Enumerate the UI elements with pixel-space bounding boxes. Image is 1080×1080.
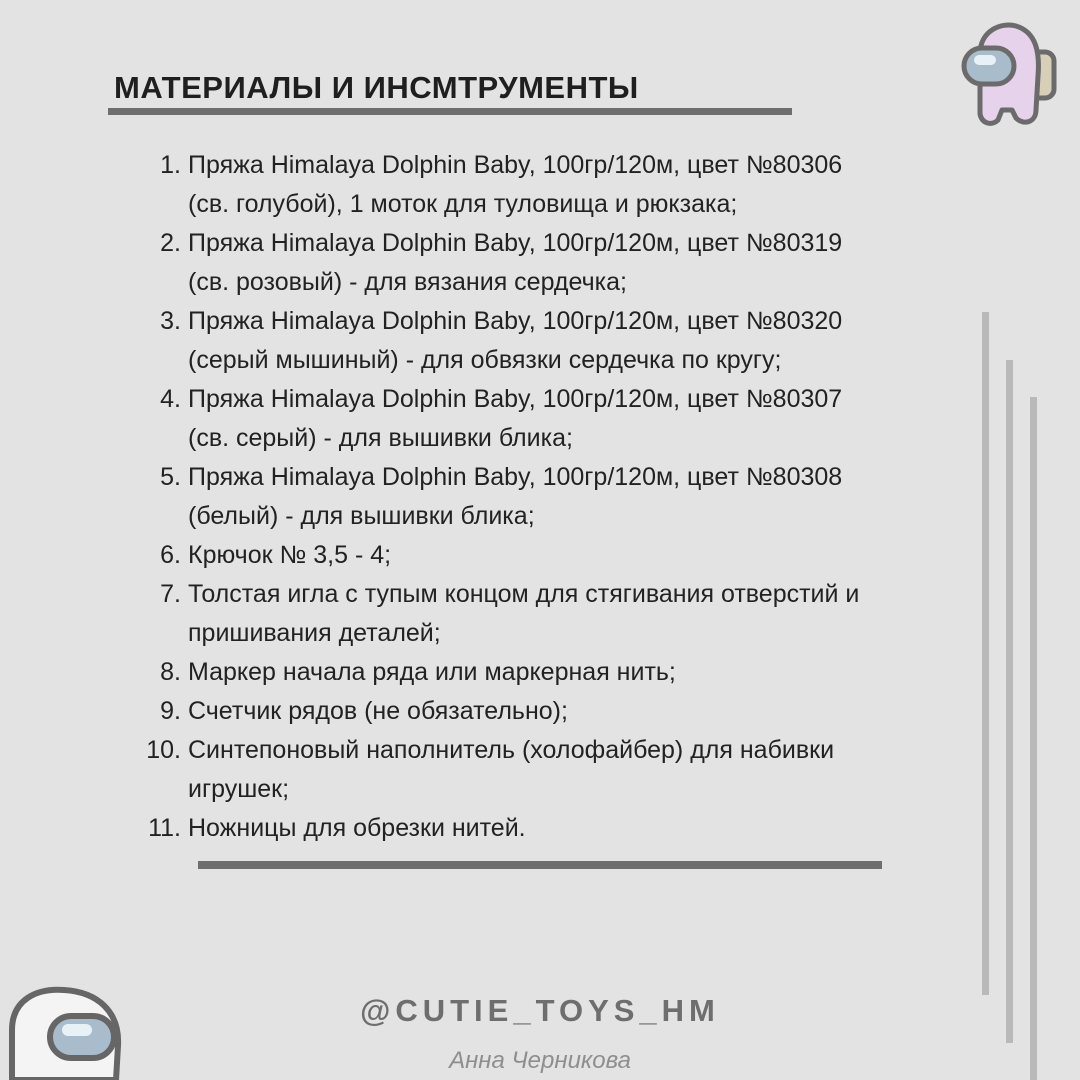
page-title: МАТЕРИАЛЫ И ИНСМТРУМЕНТЫ [114, 70, 639, 105]
list-item-number: 10. [146, 736, 181, 764]
list-item [146, 575, 926, 653]
list-item-text: Пряжа Himalaya Dolphin Baby, 100гр/120м, цвет №80319 [188, 229, 843, 257]
list-item-text: Пряжа Himalaya Dolphin Baby, 100гр/120м, цвет №80307 [188, 385, 843, 413]
list-item-number: 7. [160, 580, 181, 608]
list-item [146, 536, 926, 575]
list-item-text: Маркер начала ряда или маркерная нить; [188, 658, 676, 686]
list-item-text: Ножницы для обрезки нитей. [188, 814, 526, 842]
list-item-text: пришивания деталей; [188, 619, 441, 647]
list-item-text: (белый) - для вышивки блика; [188, 502, 535, 530]
list-item-number: 11. [148, 814, 181, 842]
list-item-text: Пряжа Himalaya Dolphin Baby, 100гр/120м, цвет №80320 [188, 307, 843, 335]
list-item-text: (серый мышиный) - для обвязки сердечка по кругу; [188, 346, 782, 374]
list-item [146, 302, 926, 380]
crewmate-mascot-icon [0, 986, 130, 1080]
list-item [146, 458, 926, 536]
list-item-text: Пряжа Himalaya Dolphin Baby, 100гр/120м, цвет №80306 [188, 151, 843, 179]
list-item-text: Толстая игла с тупым концом для стягивания отверстий и [188, 580, 860, 608]
list-item [146, 653, 926, 692]
list-item-number: 2. [160, 229, 181, 257]
list-item [146, 809, 926, 848]
author-name: Анна Черникова [449, 1047, 631, 1074]
list-item-number: 4. [160, 385, 181, 413]
title-underline [108, 108, 792, 115]
list-item [146, 224, 926, 302]
decorative-line-2 [1006, 360, 1013, 1043]
list-item-number: 8. [160, 658, 181, 686]
list-item-number: 5. [160, 463, 181, 491]
list-item-number: 9. [160, 697, 181, 725]
materials-list [146, 146, 926, 848]
list-item [146, 380, 926, 458]
decorative-line-1 [982, 312, 989, 995]
list-item-text: (св. голубой), 1 моток для туловища и рюкзака; [188, 190, 738, 218]
list-item-text: игрушек; [188, 775, 290, 803]
list-item [146, 146, 926, 224]
list-item-text: (св. серый) - для вышивки блика; [188, 424, 573, 452]
list-item [146, 731, 926, 809]
decorative-line-3 [1030, 397, 1037, 1080]
list-item-number: 3. [160, 307, 181, 335]
list-item-text: Пряжа Himalaya Dolphin Baby, 100гр/120м, цвет №80308 [188, 463, 843, 491]
crewmate-mascot-icon [958, 18, 1062, 130]
instagram-handle: @CUTIE_TOYS_HM [360, 993, 720, 1028]
list-item-number: 1. [160, 151, 181, 179]
list-item [146, 692, 926, 731]
list-item-text: Крючок № 3,5 - 4; [188, 541, 392, 569]
list-item-text: (св. розовый) - для вязания сердечка; [188, 268, 627, 296]
list-item-text: Синтепоновый наполнитель (холофайбер) для набивки [188, 736, 835, 764]
bottom-divider [198, 861, 882, 869]
list-item-text: Счетчик рядов (не обязательно); [188, 697, 568, 725]
list-item-number: 6. [160, 541, 181, 569]
